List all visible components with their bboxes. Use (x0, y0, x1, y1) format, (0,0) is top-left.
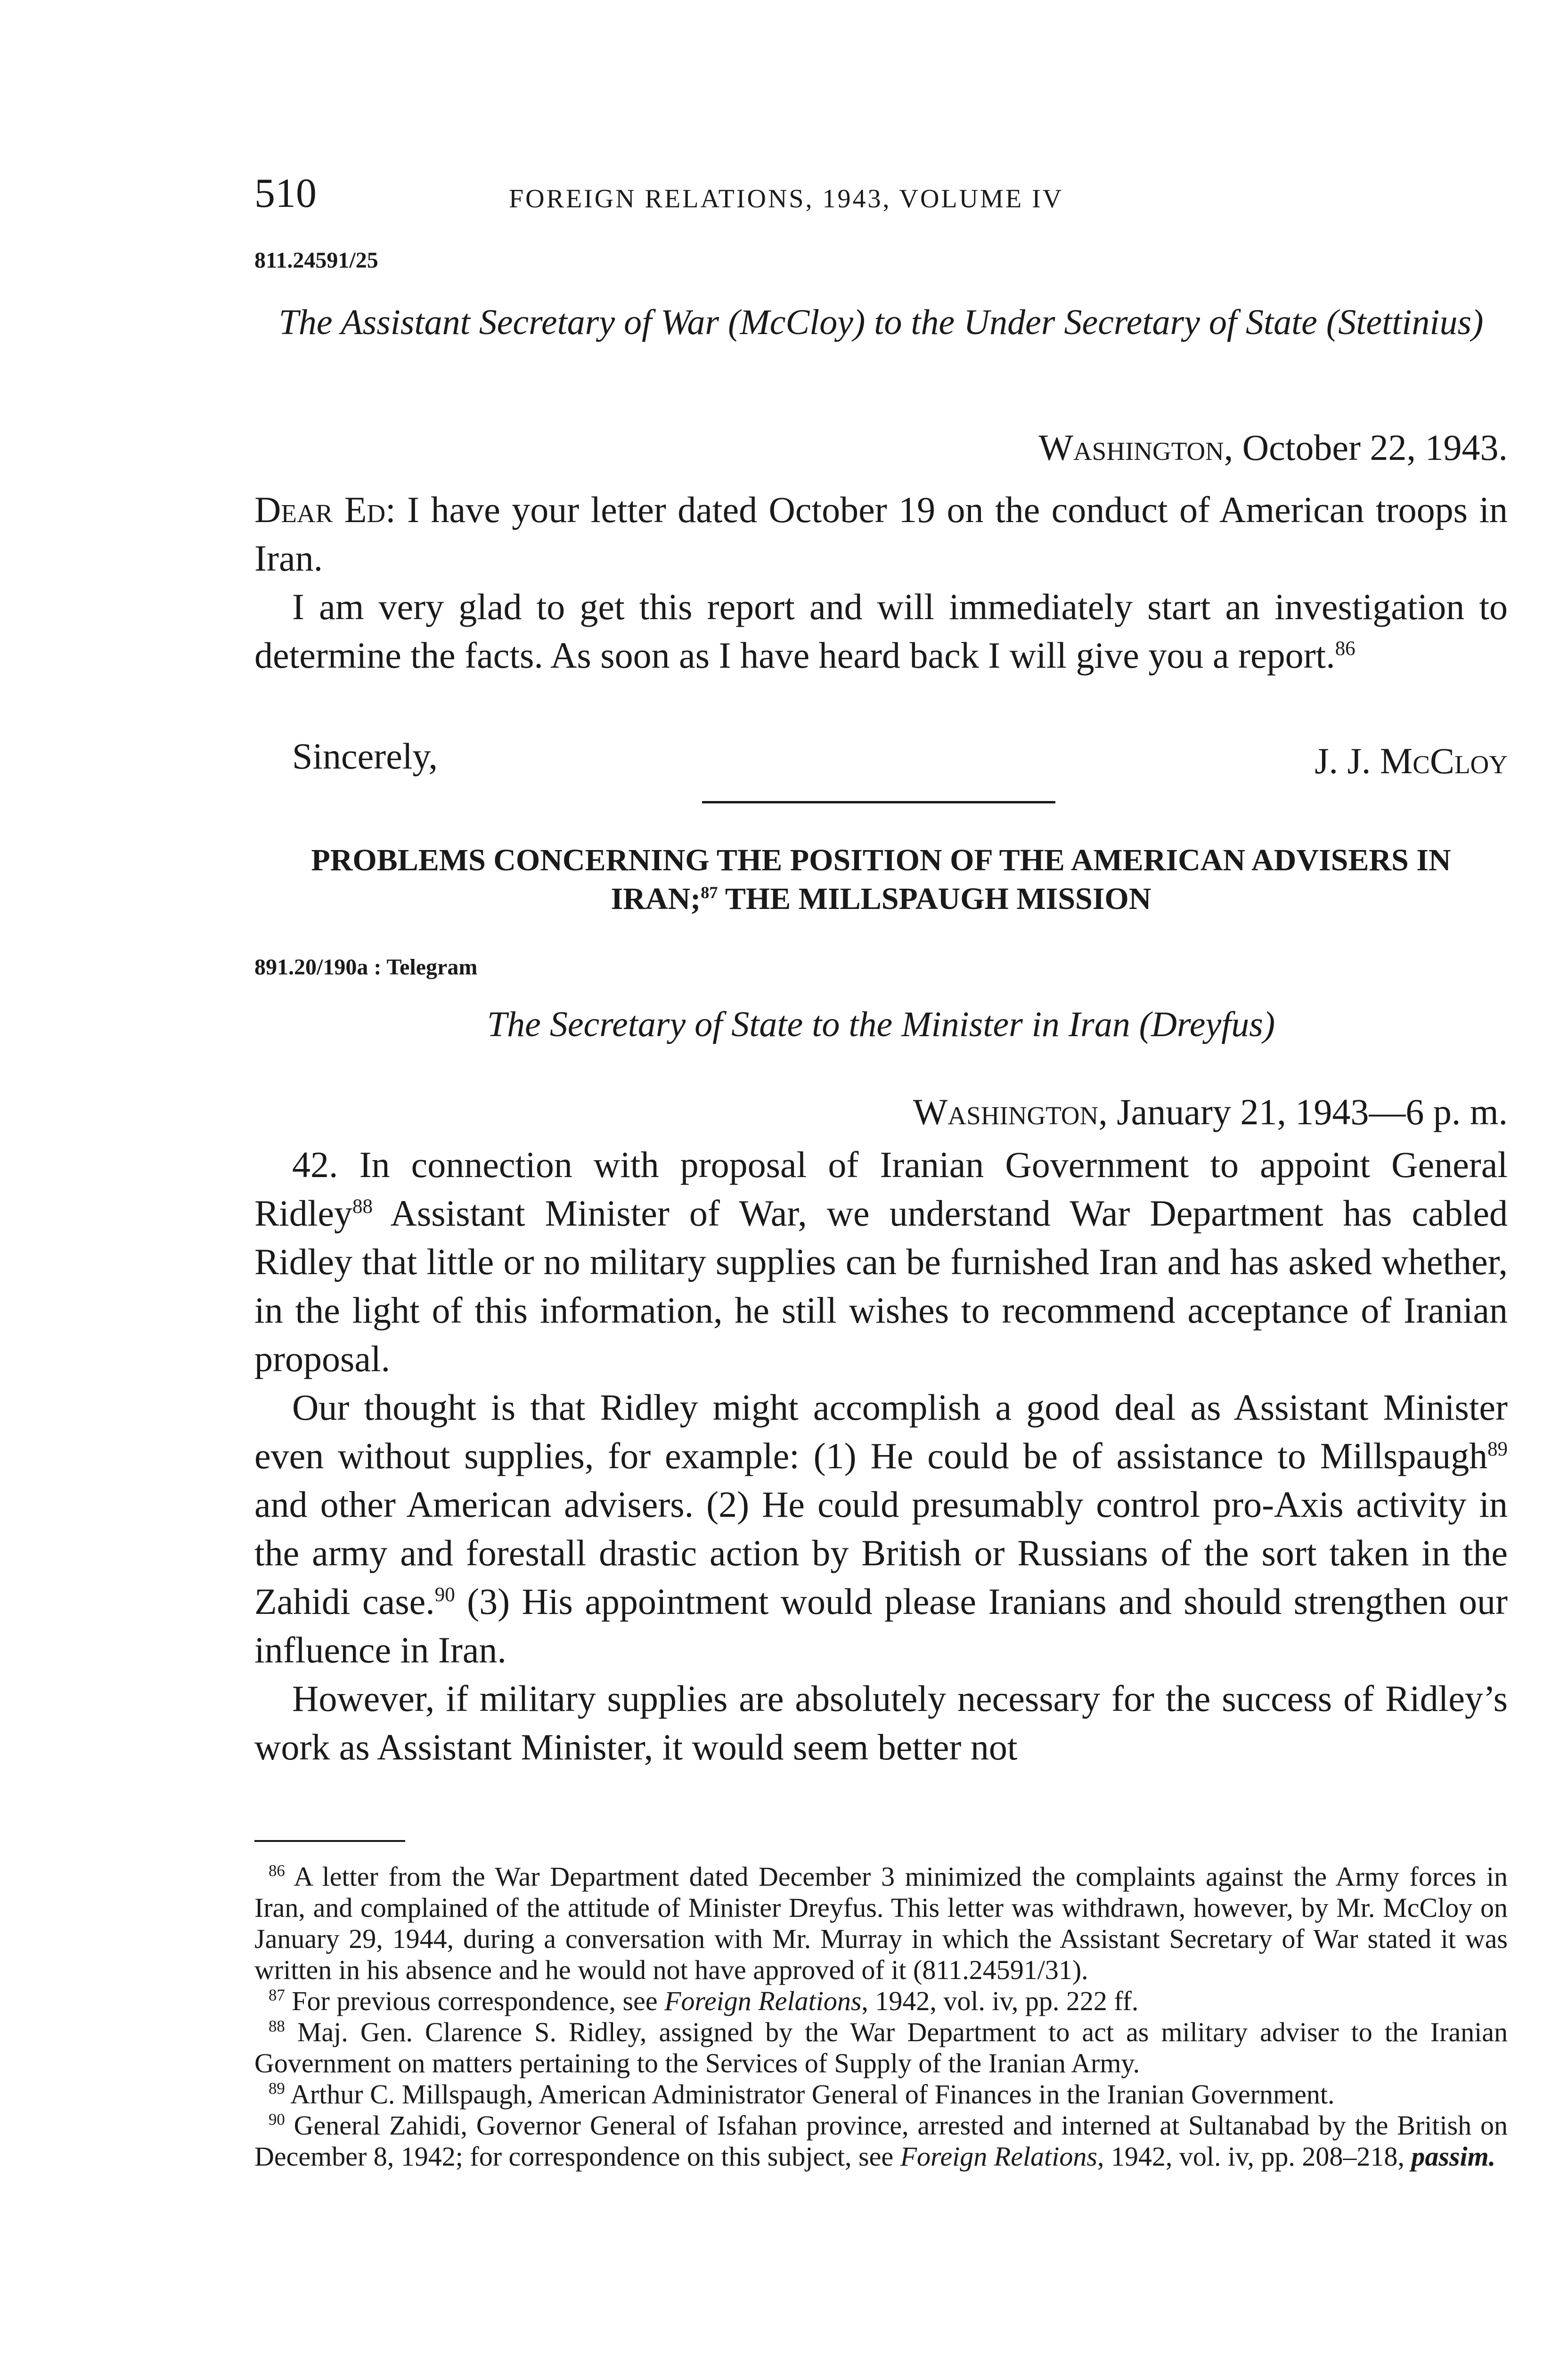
footnote-ref: 89 (1487, 1438, 1508, 1460)
paragraph (254, 582, 1508, 679)
heading-text: PROBLEMS CONCERNING THE POSITION OF THE AMERICAN ADVISERS IN IRAN; (311, 843, 1451, 916)
paragraph (254, 1674, 1508, 1771)
dateline-date: , October 22, 1943. (1224, 427, 1508, 468)
footnote-text: , 1942, vol. iv, pp. 222 ff. (861, 1986, 1139, 2016)
heading-text: THE MILLSPAUGH MISSION (718, 882, 1152, 916)
page-header (254, 170, 1508, 221)
footnote-ref: 87 (701, 883, 718, 902)
running-head: FOREIGN RELATIONS, 1943, VOLUME IV (509, 184, 1064, 213)
letter-body (254, 485, 1508, 679)
paragraph-text: Our thought is that Ridley might accomplish a good deal as Assistant Minister even without supplies, for example: (1) He could be of assistance to Millspaugh (254, 1387, 1508, 1476)
paragraph-text: 42. In connection with proposal of Iranian Government to appoint General Ridley (254, 1144, 1508, 1234)
dateline (1038, 426, 1508, 469)
footnote-text: Arthur C. Millspaugh, American Administrator General of Finances in the Iranian Government. (290, 2079, 1335, 2110)
footnote (254, 2079, 1508, 2110)
paragraph-text: : I have your letter dated October 19 on the conduct of American troops in Iran. (254, 489, 1508, 579)
file-number: 891.20/190a : Telegram (254, 955, 478, 980)
footnote-number: 88 (269, 2017, 285, 2036)
footnote (254, 1986, 1508, 2017)
footnote-citation: Foreign Relations (664, 1986, 862, 2016)
paragraph-text: (3) His appointment would please Iranians and should strengthen our influence in Iran. (254, 1581, 1508, 1670)
footnote-ref: 86 (1335, 638, 1356, 660)
footnote-text: For previous correspondence, see (292, 1986, 665, 2016)
footnote-divider (254, 1840, 405, 1842)
paragraph (254, 1140, 1508, 1383)
closing: Sincerely, (292, 736, 438, 777)
footnote-citation: Foreign Relations (900, 2141, 1097, 2172)
dateline-date: , January 21, 1943—6 p. m. (1098, 1091, 1508, 1132)
salutation: Dear Ed (254, 489, 386, 530)
file-number: 811.24591/25 (254, 248, 378, 273)
paragraph (254, 1383, 1508, 1674)
signature: J. J. McCloy (1315, 740, 1508, 781)
footnote-ref: 90 (434, 1584, 455, 1606)
document-title: The Assistant Secretary of War (McCloy) to the Under Secretary of State (Stettinius) (278, 303, 1484, 342)
footnote-ref: 88 (352, 1195, 373, 1218)
footnote (254, 2110, 1508, 2172)
footnote (254, 2017, 1508, 2079)
footnote-text: A letter from the War Department dated December 3 minimized the complaints against the Army forces in Iran, and complained of the attitude of Minister Dreyfus. This letter was withdrawn, however, by Mr. McCloy on January 29, 1944, during a conversation with Mr. Murray in which the Assistant Secretary of War stated it was written in his absence and he would not have approved of it (811.24591/31). (254, 1861, 1508, 1985)
section-divider (702, 801, 1055, 803)
footnote-number: 89 (269, 2079, 285, 2098)
footnotes (254, 1861, 1508, 2172)
footnote-text: Maj. Gen. Clarence S. Ridley, assigned by the War Department to act as military adviser to the Iranian Government on matters pertaining to the Services of Supply of the Iranian Army. (254, 2017, 1508, 2078)
paragraph-text: and other American advisers. (2) He could presumably control pro-Axis activity in the army and forestall drastic action by British or Russians of the sort taken in the Zahidi case. (254, 1484, 1508, 1622)
footnote (254, 1861, 1508, 1986)
footnote-citation: passim. (1411, 2141, 1496, 2172)
paragraph-text: I am very glad to get this report and will immediately start an investigation to determine the facts. As soon as I have heard back I will give you a report. (254, 586, 1508, 676)
dateline (913, 1091, 1508, 1133)
footnote-text: General Zahidi, Governor General of Isfahan province, arrested and interned at Sultanabad by the British on December 8, 1942; for correspondence on this subject, see (254, 2110, 1508, 2172)
paragraph (254, 485, 1508, 582)
footnote-number: 86 (269, 1861, 285, 1880)
footnote-number: 87 (269, 1986, 285, 2004)
page-number: 510 (254, 171, 317, 216)
dateline-place: Washington (913, 1091, 1099, 1132)
telegram-body (254, 1140, 1508, 1771)
section-heading (254, 841, 1508, 918)
dateline-place: Washington (1038, 427, 1224, 468)
paragraph-text: Assistant Minister of War, we understand War Department has cabled Ridley that little or no military supplies can be furnished Iran and has asked whether, in the light of this information, he still wishes to recommend acceptance of Iranian proposal. (254, 1193, 1508, 1379)
paragraph-text: However, if military supplies are absolutely necessary for the success of Ridley’s work as Assistant Minister, it would seem better not (254, 1678, 1508, 1767)
document-title: The Secretary of State to the Minister in Iran (Dreyfus) (487, 1005, 1275, 1044)
footnote-text: , 1942, vol. iv, pp. 208–218, (1097, 2141, 1412, 2172)
footnote-number: 90 (269, 2110, 285, 2129)
